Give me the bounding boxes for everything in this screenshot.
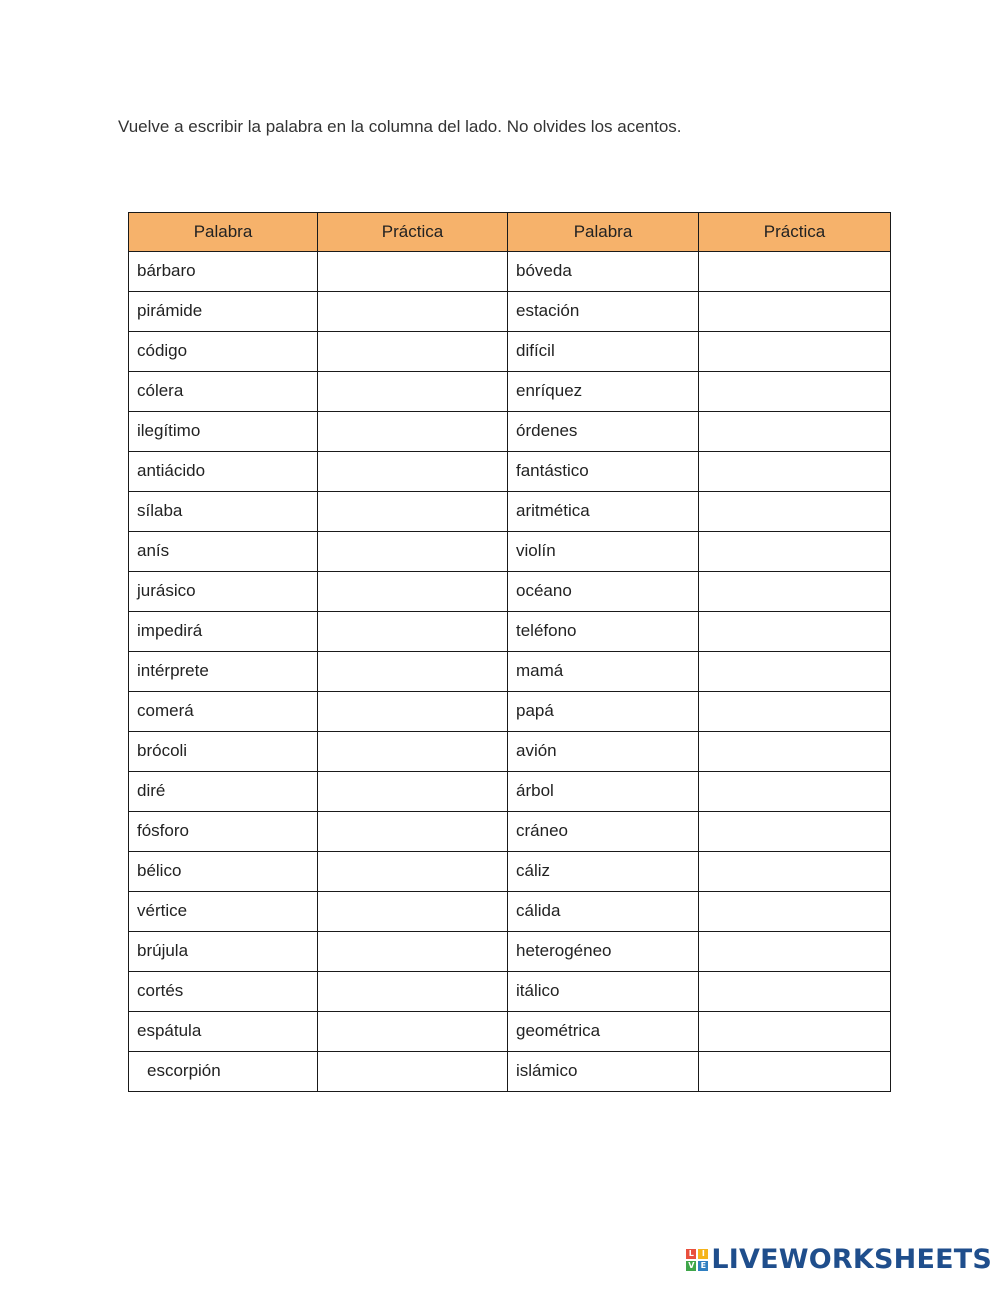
- logo-mark-tile: I: [698, 1249, 708, 1259]
- practice-input[interactable]: [318, 1012, 507, 1050]
- practice-cell-left[interactable]: [318, 1052, 508, 1092]
- table-row: [129, 612, 891, 652]
- practice-cell-right[interactable]: [699, 772, 891, 812]
- practice-cell-right[interactable]: [699, 932, 891, 972]
- practice-cell-right[interactable]: [699, 652, 891, 692]
- word-cell-left: ilegítimo: [129, 412, 318, 452]
- table-row: [129, 892, 891, 932]
- practice-input[interactable]: [318, 692, 507, 730]
- word-cell-right: árbol: [508, 772, 699, 812]
- practice-cell-right[interactable]: [699, 452, 891, 492]
- practice-input[interactable]: [318, 1052, 507, 1090]
- practice-cell-left[interactable]: [318, 492, 508, 532]
- word-practice-table: [128, 212, 891, 1092]
- word-cell-right: mamá: [508, 652, 699, 692]
- practice-input[interactable]: [318, 452, 507, 490]
- header-practica-right: Práctica: [699, 213, 891, 252]
- word-cell-left: pirámide: [129, 292, 318, 332]
- practice-input[interactable]: [699, 972, 890, 1010]
- practice-cell-left[interactable]: [318, 852, 508, 892]
- word-cell-right: heterogéneo: [508, 932, 699, 972]
- practice-input[interactable]: [699, 652, 890, 690]
- word-cell-left: impedirá: [129, 612, 318, 652]
- practice-cell-left[interactable]: [318, 1012, 508, 1052]
- practice-cell-left[interactable]: [318, 332, 508, 372]
- header-palabra-left: Palabra: [129, 213, 318, 252]
- word-cell-left: brócoli: [129, 732, 318, 772]
- practice-input[interactable]: [318, 612, 507, 650]
- practice-input[interactable]: [318, 532, 507, 570]
- word-cell-left: código: [129, 332, 318, 372]
- table-row: [129, 772, 891, 812]
- practice-input[interactable]: [318, 332, 507, 370]
- practice-cell-left[interactable]: [318, 652, 508, 692]
- table-row: [129, 492, 891, 532]
- word-cell-right: papá: [508, 692, 699, 732]
- word-cell-right: fantástico: [508, 452, 699, 492]
- word-cell-right: itálico: [508, 972, 699, 1012]
- word-cell-left: anís: [129, 532, 318, 572]
- table-row: [129, 1012, 891, 1052]
- practice-cell-left[interactable]: [318, 252, 508, 292]
- practice-cell-left[interactable]: [318, 892, 508, 932]
- table-row: [129, 532, 891, 572]
- practice-cell-right[interactable]: [699, 492, 891, 532]
- table-row: [129, 852, 891, 892]
- table-row: [129, 252, 891, 292]
- practice-input[interactable]: [699, 292, 890, 330]
- practice-input[interactable]: [699, 412, 890, 450]
- instructions-text: Vuelve a escribir la palabra en la columna del lado. No olvides los acentos.: [118, 117, 682, 136]
- word-cell-left: sílaba: [129, 492, 318, 532]
- practice-input[interactable]: [699, 252, 890, 290]
- practice-input[interactable]: [699, 772, 890, 810]
- practice-input[interactable]: [318, 412, 507, 450]
- header-practica-left: Práctica: [318, 213, 508, 252]
- practice-cell-right[interactable]: [699, 532, 891, 572]
- practice-cell-right[interactable]: [699, 812, 891, 852]
- practice-input[interactable]: [318, 292, 507, 330]
- word-cell-right: bóveda: [508, 252, 699, 292]
- practice-input[interactable]: [318, 892, 507, 930]
- word-cell-right: enríquez: [508, 372, 699, 412]
- practice-cell-left[interactable]: [318, 932, 508, 972]
- word-cell-right: estación: [508, 292, 699, 332]
- word-cell-left: bárbaro: [129, 252, 318, 292]
- practice-input[interactable]: [318, 492, 507, 530]
- table-row: [129, 452, 891, 492]
- practice-cell-right[interactable]: [699, 572, 891, 612]
- word-cell-left: cortés: [129, 972, 318, 1012]
- practice-cell-left[interactable]: [318, 452, 508, 492]
- word-cell-left: jurásico: [129, 572, 318, 612]
- word-cell-right: cáliz: [508, 852, 699, 892]
- word-cell-right: océano: [508, 572, 699, 612]
- header-palabra-right: Palabra: [508, 213, 699, 252]
- word-cell-left: cólera: [129, 372, 318, 412]
- table-row: [129, 1052, 891, 1092]
- practice-cell-right[interactable]: [699, 852, 891, 892]
- practice-input[interactable]: [699, 452, 890, 490]
- word-cell-left: brújula: [129, 932, 318, 972]
- table-row: [129, 652, 891, 692]
- practice-cell-left[interactable]: [318, 612, 508, 652]
- practice-cell-right[interactable]: [699, 412, 891, 452]
- liveworksheets-logo-icon: [686, 1249, 708, 1271]
- table-row: [129, 732, 891, 772]
- practice-cell-left[interactable]: [318, 732, 508, 772]
- practice-cell-right[interactable]: [699, 692, 891, 732]
- word-cell-right: difícil: [508, 332, 699, 372]
- table-row: [129, 412, 891, 452]
- practice-input[interactable]: [699, 532, 890, 570]
- practice-input[interactable]: [699, 1012, 890, 1050]
- practice-cell-left[interactable]: [318, 532, 508, 572]
- word-cell-right: cálida: [508, 892, 699, 932]
- word-cell-right: teléfono: [508, 612, 699, 652]
- practice-input[interactable]: [318, 252, 507, 290]
- practice-input[interactable]: [699, 812, 890, 850]
- word-cell-left: intérprete: [129, 652, 318, 692]
- practice-cell-right[interactable]: [699, 892, 891, 932]
- practice-input[interactable]: [699, 1052, 890, 1090]
- logo-mark-tile: V: [688, 1260, 695, 1270]
- liveworksheets-logo: [686, 1244, 992, 1275]
- word-cell-right: cráneo: [508, 812, 699, 852]
- practice-input[interactable]: [318, 732, 507, 770]
- table-row: [129, 572, 891, 612]
- practice-input[interactable]: [318, 852, 507, 890]
- practice-input[interactable]: [699, 572, 890, 610]
- practice-cell-left[interactable]: [318, 412, 508, 452]
- word-cell-left: fósforo: [129, 812, 318, 852]
- practice-input[interactable]: [318, 652, 507, 690]
- practice-input[interactable]: [318, 572, 507, 610]
- practice-input[interactable]: [699, 332, 890, 370]
- practice-cell-left[interactable]: [318, 772, 508, 812]
- practice-input[interactable]: [699, 932, 890, 970]
- logo-mark-tile: E: [698, 1261, 708, 1271]
- word-cell-right: avión: [508, 732, 699, 772]
- table-row: [129, 372, 891, 412]
- practice-input[interactable]: [318, 932, 507, 970]
- table-header-row: [129, 213, 891, 252]
- word-cell-right: islámico: [508, 1052, 699, 1092]
- practice-input[interactable]: [699, 892, 890, 930]
- practice-input[interactable]: [699, 692, 890, 730]
- practice-input[interactable]: [699, 852, 890, 890]
- practice-input[interactable]: [699, 492, 890, 530]
- practice-cell-right[interactable]: [699, 372, 891, 412]
- practice-cell-right[interactable]: [699, 292, 891, 332]
- practice-cell-left[interactable]: [318, 572, 508, 612]
- word-cell-right: aritmética: [508, 492, 699, 532]
- word-cell-left: escorpión: [129, 1052, 318, 1092]
- word-cell-left: diré: [129, 772, 318, 812]
- practice-cell-left[interactable]: [318, 372, 508, 412]
- table-row: [129, 972, 891, 1012]
- table-row: [129, 292, 891, 332]
- word-cell-right: violín: [508, 532, 699, 572]
- practice-cell-right[interactable]: [699, 612, 891, 652]
- practice-input[interactable]: [699, 612, 890, 650]
- logo-text: LIVEWORKSHEETS: [711, 1244, 992, 1275]
- practice-cell-right[interactable]: [699, 1012, 891, 1052]
- word-cell-left: antiácido: [129, 452, 318, 492]
- practice-cell-right[interactable]: [699, 252, 891, 292]
- practice-input[interactable]: [318, 372, 507, 410]
- table-row: [129, 332, 891, 372]
- word-cell-left: comerá: [129, 692, 318, 732]
- word-cell-right: geométrica: [508, 1012, 699, 1052]
- practice-cell-right[interactable]: [699, 1052, 891, 1092]
- table-row: [129, 932, 891, 972]
- practice-cell-right[interactable]: [699, 732, 891, 772]
- practice-input[interactable]: [318, 772, 507, 810]
- practice-cell-left[interactable]: [318, 292, 508, 332]
- practice-input[interactable]: [699, 732, 890, 770]
- practice-input[interactable]: [318, 972, 507, 1010]
- table-row: [129, 812, 891, 852]
- practice-cell-right[interactable]: [699, 332, 891, 372]
- practice-cell-left[interactable]: [318, 692, 508, 732]
- logo-mark-tile: L: [686, 1249, 696, 1259]
- word-cell-left: bélico: [129, 852, 318, 892]
- word-cell-left: espátula: [129, 1012, 318, 1052]
- practice-cell-left[interactable]: [318, 812, 508, 852]
- practice-input[interactable]: [699, 372, 890, 410]
- word-cell-left: vértice: [129, 892, 318, 932]
- practice-input[interactable]: [318, 812, 507, 850]
- table-row: [129, 692, 891, 732]
- word-cell-right: órdenes: [508, 412, 699, 452]
- practice-cell-left[interactable]: [318, 972, 508, 1012]
- practice-cell-right[interactable]: [699, 972, 891, 1012]
